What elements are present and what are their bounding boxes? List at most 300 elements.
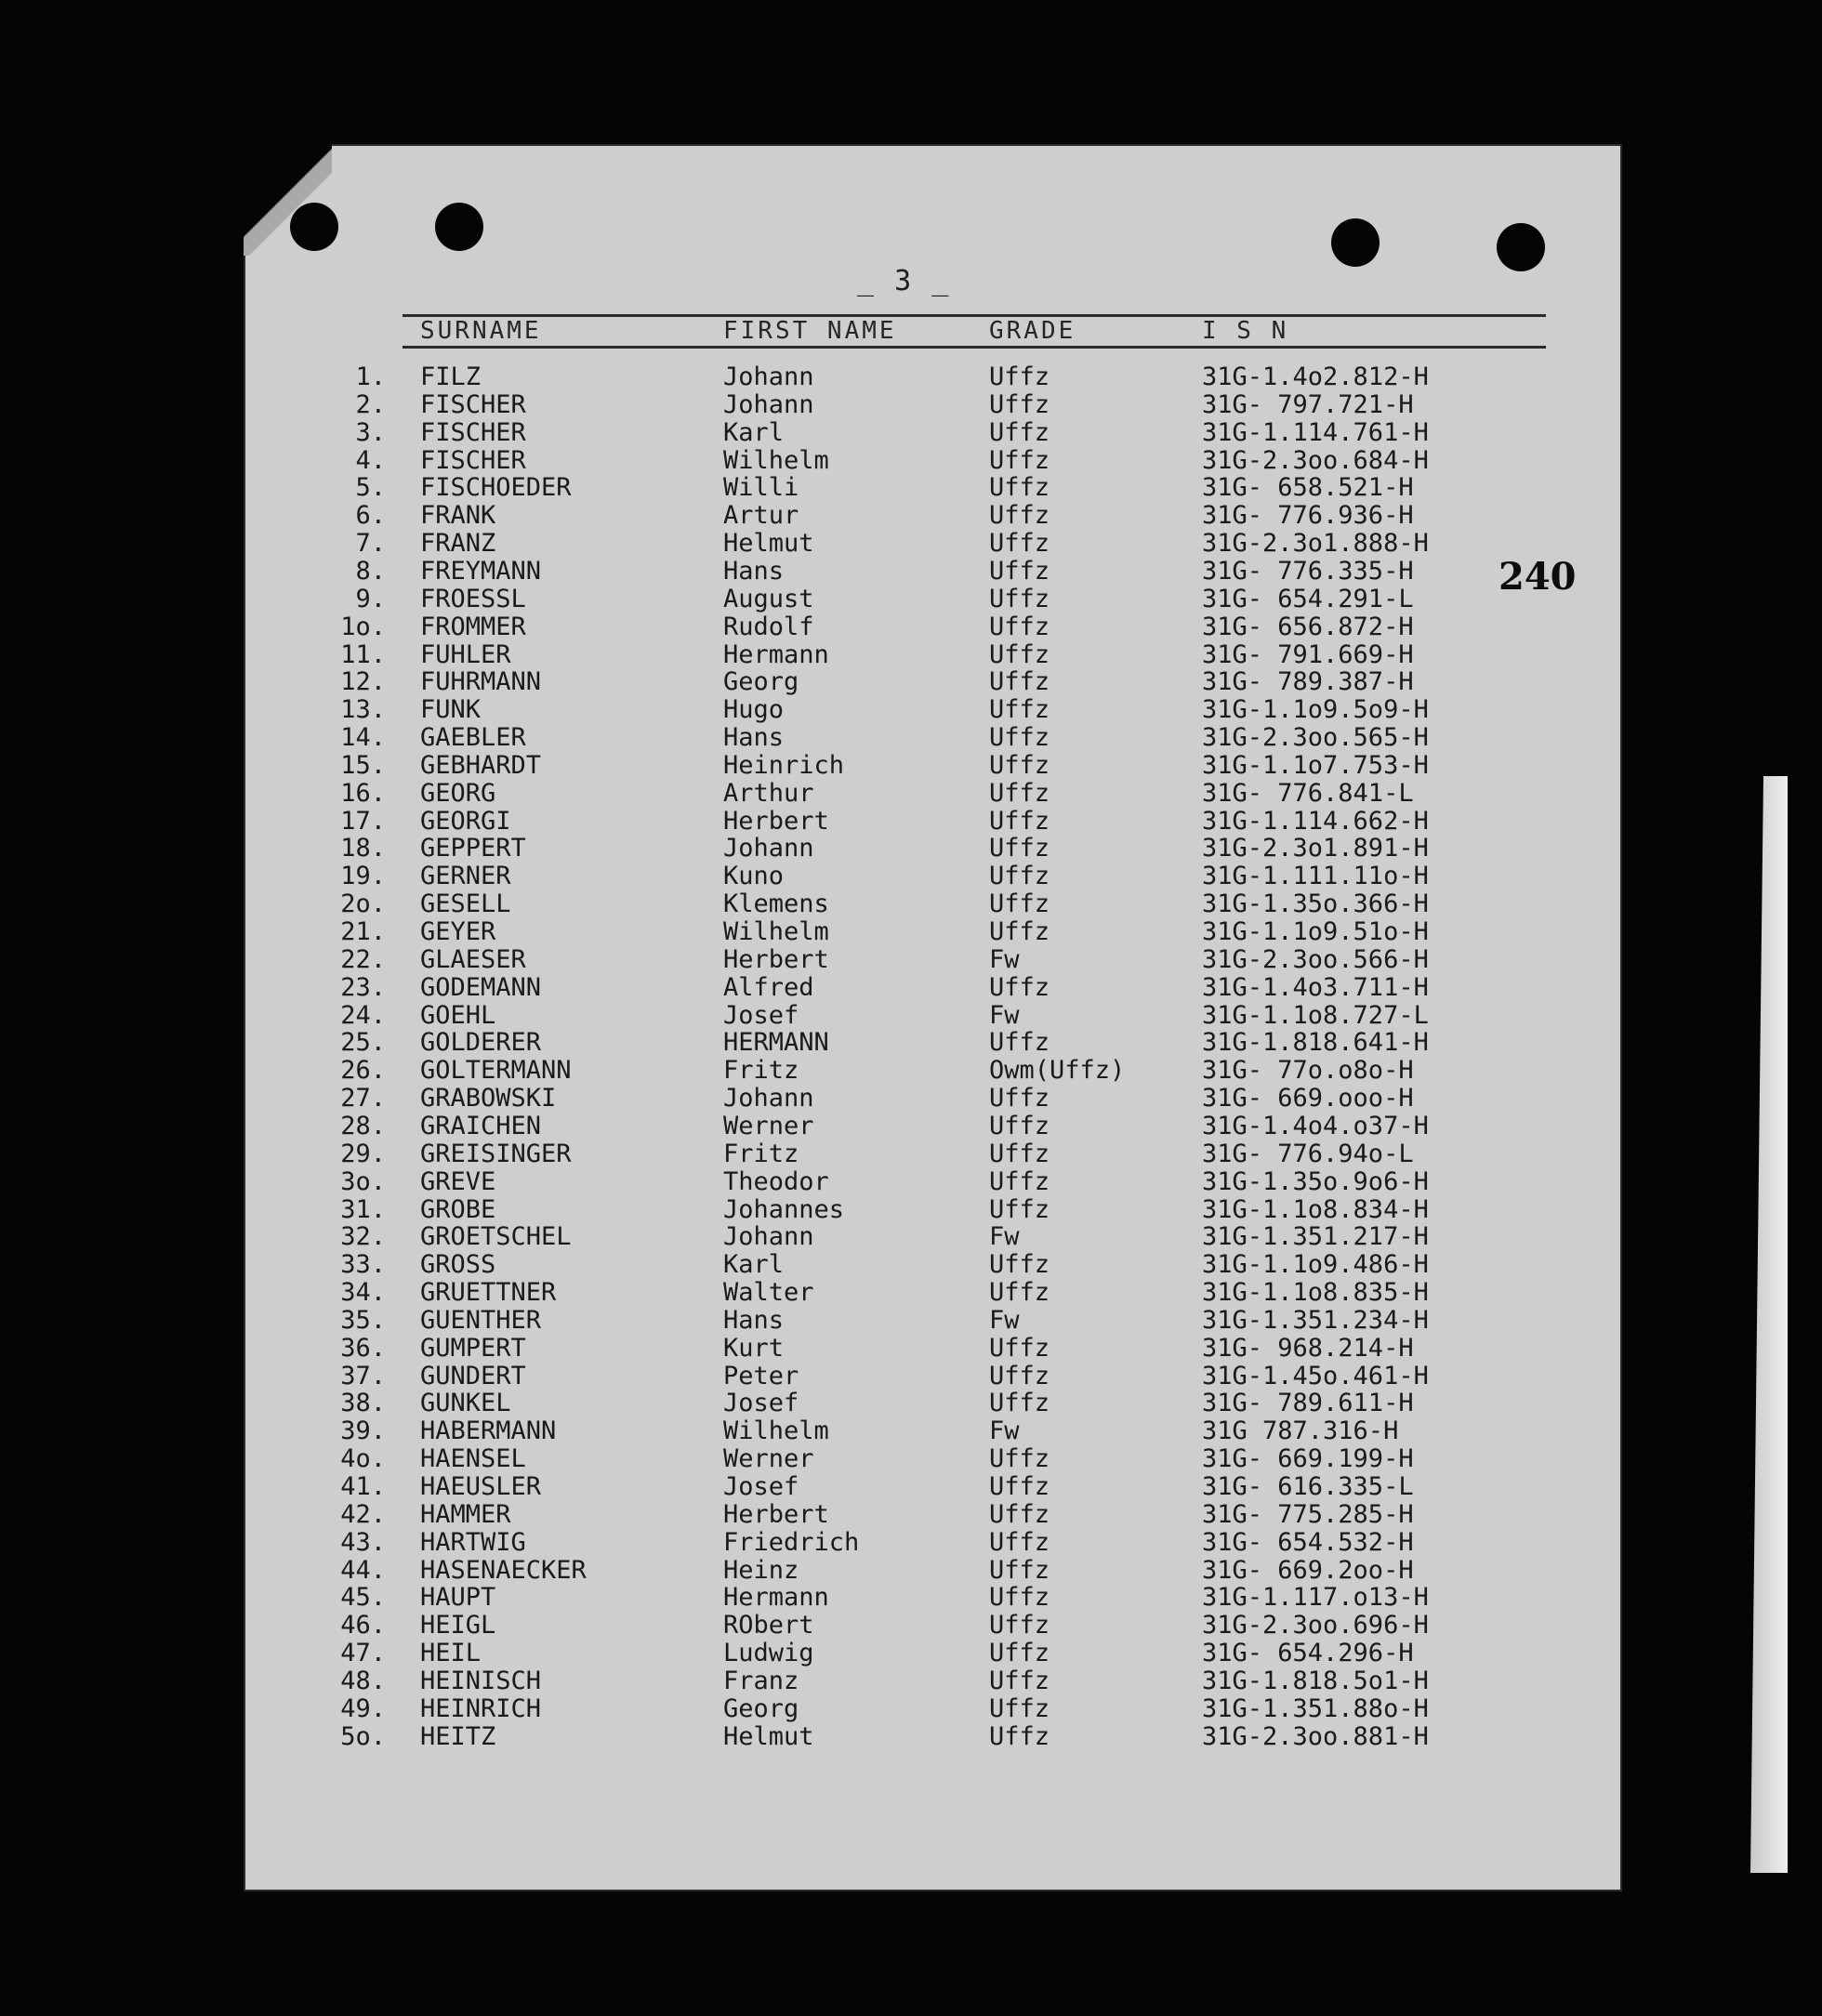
row-number: 34. bbox=[340, 1278, 386, 1307]
table-row bbox=[0, 1250, 1822, 1278]
surname-cell: FUNK bbox=[420, 695, 482, 724]
table-row bbox=[0, 695, 1822, 723]
grade-cell: Uffz bbox=[989, 1028, 1050, 1057]
table-row bbox=[0, 1195, 1822, 1223]
first-name-cell: Johann bbox=[723, 362, 814, 391]
row-number: 8. bbox=[355, 557, 386, 586]
table-row bbox=[0, 834, 1822, 862]
surname-cell: GUNKEL bbox=[420, 1389, 511, 1417]
row-number: 25. bbox=[340, 1028, 386, 1057]
first-name-cell: Friedrich bbox=[723, 1528, 860, 1557]
table-row bbox=[0, 1528, 1822, 1556]
table-row bbox=[0, 1667, 1822, 1694]
table-row bbox=[0, 613, 1822, 640]
isn-cell: 31G-1.114.761-H bbox=[1202, 418, 1429, 447]
first-name-cell: Peter bbox=[723, 1362, 799, 1390]
surname-cell: GEPPERT bbox=[420, 834, 526, 863]
row-number: 3. bbox=[355, 418, 386, 447]
table-row bbox=[0, 1334, 1822, 1362]
table-row bbox=[0, 557, 1822, 585]
table-row bbox=[0, 973, 1822, 1001]
grade-cell: Uffz bbox=[989, 1611, 1050, 1640]
isn-cell: 31G- 669.199-H bbox=[1202, 1444, 1414, 1473]
isn-cell: 31G- 797.721-H bbox=[1202, 390, 1414, 419]
table-row bbox=[0, 1472, 1822, 1500]
first-name-cell: Johannes bbox=[723, 1195, 845, 1224]
surname-cell: FREYMANN bbox=[420, 557, 542, 586]
grade-cell: Uffz bbox=[989, 1722, 1050, 1751]
first-name-cell: Kurt bbox=[723, 1334, 785, 1363]
grade-cell: Fw bbox=[989, 945, 1020, 974]
first-name-cell: Alfred bbox=[723, 973, 814, 1002]
first-name-cell: Helmut bbox=[723, 1722, 814, 1751]
first-name-cell: Artur bbox=[723, 501, 799, 530]
surname-cell: HAMMER bbox=[420, 1500, 511, 1529]
first-name-cell: Walter bbox=[723, 1278, 814, 1307]
row-number: 41. bbox=[340, 1472, 386, 1501]
isn-cell: 31G-1.818.5o1-H bbox=[1202, 1667, 1429, 1695]
grade-cell: Uffz bbox=[989, 751, 1050, 780]
row-number: 22. bbox=[340, 945, 386, 974]
isn-cell: 31G-1.1o9.51o-H bbox=[1202, 917, 1429, 946]
first-name-cell: Fritz bbox=[723, 1140, 799, 1168]
surname-cell: FROESSL bbox=[420, 585, 526, 613]
first-name-cell: Klemens bbox=[723, 889, 829, 918]
row-number: 44. bbox=[340, 1556, 386, 1585]
header-rule-bottom bbox=[403, 346, 1546, 349]
grade-cell: Uffz bbox=[989, 1362, 1050, 1390]
first-name-cell: Hans bbox=[723, 557, 785, 586]
grade-cell: Uffz bbox=[989, 1694, 1050, 1723]
first-name-cell: Herbert bbox=[723, 1500, 829, 1529]
first-name-cell: August bbox=[723, 585, 814, 613]
surname-cell: GROETSCHEL bbox=[420, 1222, 572, 1251]
table-row bbox=[0, 1362, 1822, 1390]
grade-cell: Uffz bbox=[989, 1334, 1050, 1363]
first-name-cell: Karl bbox=[723, 1250, 785, 1279]
surname-cell: GLAESER bbox=[420, 945, 526, 974]
isn-cell: 31G 787.316-H bbox=[1202, 1416, 1399, 1445]
first-name-cell: Kuno bbox=[723, 862, 785, 890]
surname-cell: GREVE bbox=[420, 1167, 496, 1196]
grade-cell: Uffz bbox=[989, 446, 1050, 475]
surname-cell: FUHRMANN bbox=[420, 667, 542, 696]
grade-cell: Uffz bbox=[989, 889, 1050, 918]
grade-cell: Uffz bbox=[989, 1500, 1050, 1529]
surname-cell: HASENAECKER bbox=[420, 1556, 587, 1585]
table-row bbox=[0, 1278, 1822, 1306]
first-name-cell: Johann bbox=[723, 390, 814, 419]
row-number: 11. bbox=[340, 640, 386, 669]
grade-cell: Uffz bbox=[989, 1389, 1050, 1417]
surname-cell: GEYER bbox=[420, 917, 496, 946]
table-row bbox=[0, 667, 1822, 695]
grade-cell: Uffz bbox=[989, 1667, 1050, 1695]
row-number: 5. bbox=[355, 473, 386, 502]
isn-cell: 31G- 654.532-H bbox=[1202, 1528, 1414, 1557]
row-number: 16. bbox=[340, 779, 386, 808]
isn-cell: 31G-1.114.662-H bbox=[1202, 807, 1429, 836]
grade-cell: Uffz bbox=[989, 1639, 1050, 1667]
row-number: 14. bbox=[340, 723, 386, 752]
row-number: 1. bbox=[355, 362, 386, 391]
grade-cell: Uffz bbox=[989, 1195, 1050, 1224]
surname-cell: GAEBLER bbox=[420, 723, 526, 752]
column-header-grade: GRADE bbox=[989, 317, 1076, 345]
first-name-cell: Herbert bbox=[723, 945, 829, 974]
isn-cell: 31G- 654.296-H bbox=[1202, 1639, 1414, 1667]
surname-cell: GOEHL bbox=[420, 1001, 496, 1030]
first-name-cell: Franz bbox=[723, 1667, 799, 1695]
grade-cell: Uffz bbox=[989, 1140, 1050, 1168]
row-number: 5o. bbox=[340, 1722, 386, 1751]
surname-cell: GROBE bbox=[420, 1195, 496, 1224]
table-row bbox=[0, 1112, 1822, 1140]
row-number: 26. bbox=[340, 1056, 386, 1085]
page-number: _ 3 _ bbox=[857, 265, 951, 297]
first-name-cell: RObert bbox=[723, 1611, 814, 1640]
grade-cell: Uffz bbox=[989, 1278, 1050, 1307]
table-row bbox=[0, 862, 1822, 889]
surname-cell: GRUETTNER bbox=[420, 1278, 557, 1307]
isn-cell: 31G- 776.841-L bbox=[1202, 779, 1414, 808]
row-number: 4. bbox=[355, 446, 386, 475]
isn-cell: 31G-1.35o.9o6-H bbox=[1202, 1167, 1429, 1196]
surname-cell: HEIGL bbox=[420, 1611, 496, 1640]
isn-cell: 31G- 776.94o-L bbox=[1202, 1140, 1414, 1168]
row-number: 1o. bbox=[340, 613, 386, 641]
table-row bbox=[0, 1611, 1822, 1639]
grade-cell: Uffz bbox=[989, 1167, 1050, 1196]
table-row bbox=[0, 1556, 1822, 1584]
table-row bbox=[0, 1583, 1822, 1611]
table-row bbox=[0, 1028, 1822, 1056]
isn-cell: 31G-1.351.88o-H bbox=[1202, 1694, 1429, 1723]
grade-cell: Uffz bbox=[989, 917, 1050, 946]
grade-cell: Uffz bbox=[989, 1084, 1050, 1113]
first-name-cell: Hans bbox=[723, 723, 785, 752]
isn-cell: 31G-2.3o1.891-H bbox=[1202, 834, 1429, 863]
first-name-cell: Herbert bbox=[723, 807, 829, 836]
surname-cell: GEBHARDT bbox=[420, 751, 542, 780]
surname-cell: FISCHOEDER bbox=[420, 473, 572, 502]
grade-cell: Uffz bbox=[989, 557, 1050, 586]
grade-cell: Uffz bbox=[989, 973, 1050, 1002]
grade-cell: Uffz bbox=[989, 362, 1050, 391]
grade-cell: Owm(Uffz) bbox=[989, 1056, 1126, 1085]
punch-hole bbox=[435, 203, 483, 251]
table-row bbox=[0, 1001, 1822, 1029]
first-name-cell: Werner bbox=[723, 1444, 814, 1473]
row-number: 35. bbox=[340, 1306, 386, 1335]
table-row bbox=[0, 723, 1822, 751]
row-number: 48. bbox=[340, 1667, 386, 1695]
surname-cell: FISCHER bbox=[420, 446, 526, 475]
header-rule-top bbox=[403, 314, 1546, 317]
isn-cell: 31G-1.351.234-H bbox=[1202, 1306, 1429, 1335]
surname-cell: GREISINGER bbox=[420, 1140, 572, 1168]
first-name-cell: Arthur bbox=[723, 779, 814, 808]
row-number: 42. bbox=[340, 1500, 386, 1529]
table-row bbox=[0, 917, 1822, 945]
table-row bbox=[0, 362, 1822, 390]
row-number: 15. bbox=[340, 751, 386, 780]
surname-cell: HEINISCH bbox=[420, 1667, 542, 1695]
grade-cell: Uffz bbox=[989, 418, 1050, 447]
row-number: 13. bbox=[340, 695, 386, 724]
isn-cell: 31G- 658.521-H bbox=[1202, 473, 1414, 502]
table-row bbox=[0, 446, 1822, 474]
surname-cell: HAENSEL bbox=[420, 1444, 526, 1473]
first-name-cell: Rudolf bbox=[723, 613, 814, 641]
column-header-first-name: FIRST NAME bbox=[723, 317, 897, 345]
row-number: 49. bbox=[340, 1694, 386, 1723]
grade-cell: Uffz bbox=[989, 807, 1050, 836]
isn-cell: 31G-2.3oo.881-H bbox=[1202, 1722, 1429, 1751]
column-header-surname: SURNAME bbox=[420, 317, 542, 345]
row-number: 46. bbox=[340, 1611, 386, 1640]
first-name-cell: Willi bbox=[723, 473, 799, 502]
table-row bbox=[0, 1167, 1822, 1195]
grade-cell: Uffz bbox=[989, 862, 1050, 890]
isn-cell: 31G- 789.387-H bbox=[1202, 667, 1414, 696]
isn-cell: 31G- 654.291-L bbox=[1202, 585, 1414, 613]
isn-cell: 31G-1.45o.461-H bbox=[1202, 1362, 1429, 1390]
row-number: 31. bbox=[340, 1195, 386, 1224]
first-name-cell: Fritz bbox=[723, 1056, 799, 1085]
table-row bbox=[0, 390, 1822, 418]
grade-cell: Uffz bbox=[989, 1556, 1050, 1585]
grade-cell: Uffz bbox=[989, 1250, 1050, 1279]
isn-cell: 31G- 775.285-H bbox=[1202, 1500, 1414, 1529]
punch-hole bbox=[1497, 223, 1545, 271]
row-number: 45. bbox=[340, 1583, 386, 1612]
surname-cell: HARTWIG bbox=[420, 1528, 526, 1557]
first-name-cell: Helmut bbox=[723, 529, 814, 558]
surname-cell: GEORGI bbox=[420, 807, 511, 836]
row-number: 3o. bbox=[340, 1167, 386, 1196]
isn-cell: 31G-1.111.11o-H bbox=[1202, 862, 1429, 890]
row-number: 23. bbox=[340, 973, 386, 1002]
table-row bbox=[0, 418, 1822, 446]
surname-cell: FROMMER bbox=[420, 613, 526, 641]
isn-cell: 31G-1.1o7.753-H bbox=[1202, 751, 1429, 780]
surname-cell: GROSS bbox=[420, 1250, 496, 1279]
surname-cell: GUNDERT bbox=[420, 1362, 526, 1390]
surname-cell: FISCHER bbox=[420, 418, 526, 447]
table-row bbox=[0, 529, 1822, 557]
isn-cell: 31G- 776.936-H bbox=[1202, 501, 1414, 530]
row-number: 39. bbox=[340, 1416, 386, 1445]
isn-cell: 31G-2.3oo.566-H bbox=[1202, 945, 1429, 974]
row-number: 36. bbox=[340, 1334, 386, 1363]
surname-cell: GRAICHEN bbox=[420, 1112, 542, 1140]
grade-cell: Fw bbox=[989, 1222, 1020, 1251]
first-name-cell: HERMANN bbox=[723, 1028, 829, 1057]
surname-cell: FRANZ bbox=[420, 529, 496, 558]
surname-cell: GESELL bbox=[420, 889, 511, 918]
grade-cell: Uffz bbox=[989, 695, 1050, 724]
table-row bbox=[0, 1416, 1822, 1444]
surname-cell: HABERMANN bbox=[420, 1416, 557, 1445]
table-row bbox=[0, 1222, 1822, 1250]
isn-cell: 31G- 789.611-H bbox=[1202, 1389, 1414, 1417]
first-name-cell: Johann bbox=[723, 1222, 814, 1251]
isn-cell: 31G-2.3oo.565-H bbox=[1202, 723, 1429, 752]
table-row bbox=[0, 1444, 1822, 1472]
row-number: 2. bbox=[355, 390, 386, 419]
table-row bbox=[0, 1722, 1822, 1750]
column-header-isn: I S N bbox=[1202, 317, 1289, 345]
row-number: 38. bbox=[340, 1389, 386, 1417]
surname-cell: GRABOWSKI bbox=[420, 1084, 557, 1113]
row-number: 21. bbox=[340, 917, 386, 946]
surname-cell: HEINRICH bbox=[420, 1694, 542, 1723]
isn-cell: 31G-1.35o.366-H bbox=[1202, 889, 1429, 918]
first-name-cell: Hermann bbox=[723, 640, 829, 669]
row-number: 7. bbox=[355, 529, 386, 558]
surname-cell: FUHLER bbox=[420, 640, 511, 669]
isn-cell: 31G- 77o.o8o-H bbox=[1202, 1056, 1414, 1085]
row-number: 2o. bbox=[340, 889, 386, 918]
isn-cell: 31G-1.4o4.o37-H bbox=[1202, 1112, 1429, 1140]
first-name-cell: Hugo bbox=[723, 695, 785, 724]
row-number: 9. bbox=[355, 585, 386, 613]
isn-cell: 31G- 669.ooo-H bbox=[1202, 1084, 1414, 1113]
row-number: 32. bbox=[340, 1222, 386, 1251]
row-number: 37. bbox=[340, 1362, 386, 1390]
row-number: 17. bbox=[340, 807, 386, 836]
row-number: 43. bbox=[340, 1528, 386, 1557]
grade-cell: Uffz bbox=[989, 1528, 1050, 1557]
first-name-cell: Hermann bbox=[723, 1583, 829, 1612]
grade-cell: Uffz bbox=[989, 501, 1050, 530]
row-number: 27. bbox=[340, 1084, 386, 1113]
stamp-number: 240 bbox=[1499, 555, 1577, 599]
grade-cell: Uffz bbox=[989, 1112, 1050, 1140]
table-row bbox=[0, 1084, 1822, 1112]
grade-cell: Uffz bbox=[989, 613, 1050, 641]
isn-cell: 31G-2.3oo.684-H bbox=[1202, 446, 1429, 475]
row-number: 19. bbox=[340, 862, 386, 890]
punch-hole bbox=[290, 203, 338, 251]
table-row bbox=[0, 945, 1822, 973]
table-row bbox=[0, 1639, 1822, 1667]
isn-cell: 31G-2.3oo.696-H bbox=[1202, 1611, 1429, 1640]
grade-cell: Fw bbox=[989, 1306, 1020, 1335]
grade-cell: Uffz bbox=[989, 667, 1050, 696]
first-name-cell: Johann bbox=[723, 1084, 814, 1113]
isn-cell: 31G- 776.335-H bbox=[1202, 557, 1414, 586]
isn-cell: 31G-1.818.641-H bbox=[1202, 1028, 1429, 1057]
grade-cell: Fw bbox=[989, 1416, 1020, 1445]
table-row bbox=[0, 1056, 1822, 1084]
row-number: 12. bbox=[340, 667, 386, 696]
first-name-cell: Georg bbox=[723, 1694, 799, 1723]
row-number: 28. bbox=[340, 1112, 386, 1140]
table-row bbox=[0, 501, 1822, 529]
surname-cell: HAUPT bbox=[420, 1583, 496, 1612]
table-row bbox=[0, 1500, 1822, 1528]
first-name-cell: Karl bbox=[723, 418, 785, 447]
first-name-cell: Heinz bbox=[723, 1556, 799, 1585]
table-row bbox=[0, 640, 1822, 668]
first-name-cell: Werner bbox=[723, 1112, 814, 1140]
grade-cell: Uffz bbox=[989, 390, 1050, 419]
isn-cell: 31G-1.4o2.812-H bbox=[1202, 362, 1429, 391]
first-name-cell: Wilhelm bbox=[723, 1416, 829, 1445]
first-name-cell: Hans bbox=[723, 1306, 785, 1335]
table-row bbox=[0, 585, 1822, 613]
isn-cell: 31G-1.1o9.486-H bbox=[1202, 1250, 1429, 1279]
table-row bbox=[0, 889, 1822, 917]
table-row bbox=[0, 751, 1822, 779]
isn-cell: 31G- 791.669-H bbox=[1202, 640, 1414, 669]
row-number: 33. bbox=[340, 1250, 386, 1279]
table-row bbox=[0, 807, 1822, 835]
surname-cell: GEORG bbox=[420, 779, 496, 808]
grade-cell: Uffz bbox=[989, 1444, 1050, 1473]
first-name-cell: Josef bbox=[723, 1472, 799, 1501]
isn-cell: 31G- 968.214-H bbox=[1202, 1334, 1414, 1363]
surname-cell: FILZ bbox=[420, 362, 482, 391]
isn-cell: 31G-1.1o8.834-H bbox=[1202, 1195, 1429, 1224]
row-number: 47. bbox=[340, 1639, 386, 1667]
surname-cell: FRANK bbox=[420, 501, 496, 530]
grade-cell: Uffz bbox=[989, 473, 1050, 502]
first-name-cell: Wilhelm bbox=[723, 917, 829, 946]
punch-hole bbox=[1331, 218, 1380, 267]
table-row bbox=[0, 1306, 1822, 1334]
grade-cell: Uffz bbox=[989, 834, 1050, 863]
surname-cell: HEITZ bbox=[420, 1722, 496, 1751]
grade-cell: Fw bbox=[989, 1001, 1020, 1030]
table-row bbox=[0, 1694, 1822, 1722]
first-name-cell: Theodor bbox=[723, 1167, 829, 1196]
surname-cell: GOLDERER bbox=[420, 1028, 542, 1057]
table-row bbox=[0, 473, 1822, 501]
surname-cell: GOLTERMANN bbox=[420, 1056, 572, 1085]
first-name-cell: Wilhelm bbox=[723, 446, 829, 475]
isn-cell: 31G-1.117.o13-H bbox=[1202, 1583, 1429, 1612]
grade-cell: Uffz bbox=[989, 585, 1050, 613]
first-name-cell: Josef bbox=[723, 1389, 799, 1417]
grade-cell: Uffz bbox=[989, 1583, 1050, 1612]
row-number: 6. bbox=[355, 501, 386, 530]
surname-cell: HAEUSLER bbox=[420, 1472, 542, 1501]
grade-cell: Uffz bbox=[989, 529, 1050, 558]
first-name-cell: Johann bbox=[723, 834, 814, 863]
row-number: 29. bbox=[340, 1140, 386, 1168]
surname-cell: HEIL bbox=[420, 1639, 482, 1667]
first-name-cell: Heinrich bbox=[723, 751, 845, 780]
isn-cell: 31G-1.1o9.5o9-H bbox=[1202, 695, 1429, 724]
first-name-cell: Josef bbox=[723, 1001, 799, 1030]
row-number: 18. bbox=[340, 834, 386, 863]
isn-cell: 31G-2.3o1.888-H bbox=[1202, 529, 1429, 558]
table-row bbox=[0, 1140, 1822, 1167]
table-row bbox=[0, 1389, 1822, 1416]
surname-cell: FISCHER bbox=[420, 390, 526, 419]
table-row bbox=[0, 779, 1822, 807]
grade-cell: Uffz bbox=[989, 1472, 1050, 1501]
isn-cell: 31G- 656.872-H bbox=[1202, 613, 1414, 641]
isn-cell: 31G-1.351.217-H bbox=[1202, 1222, 1429, 1251]
surname-cell: GUENTHER bbox=[420, 1306, 542, 1335]
row-number: 24. bbox=[340, 1001, 386, 1030]
first-name-cell: Georg bbox=[723, 667, 799, 696]
isn-cell: 31G- 669.2oo-H bbox=[1202, 1556, 1414, 1585]
